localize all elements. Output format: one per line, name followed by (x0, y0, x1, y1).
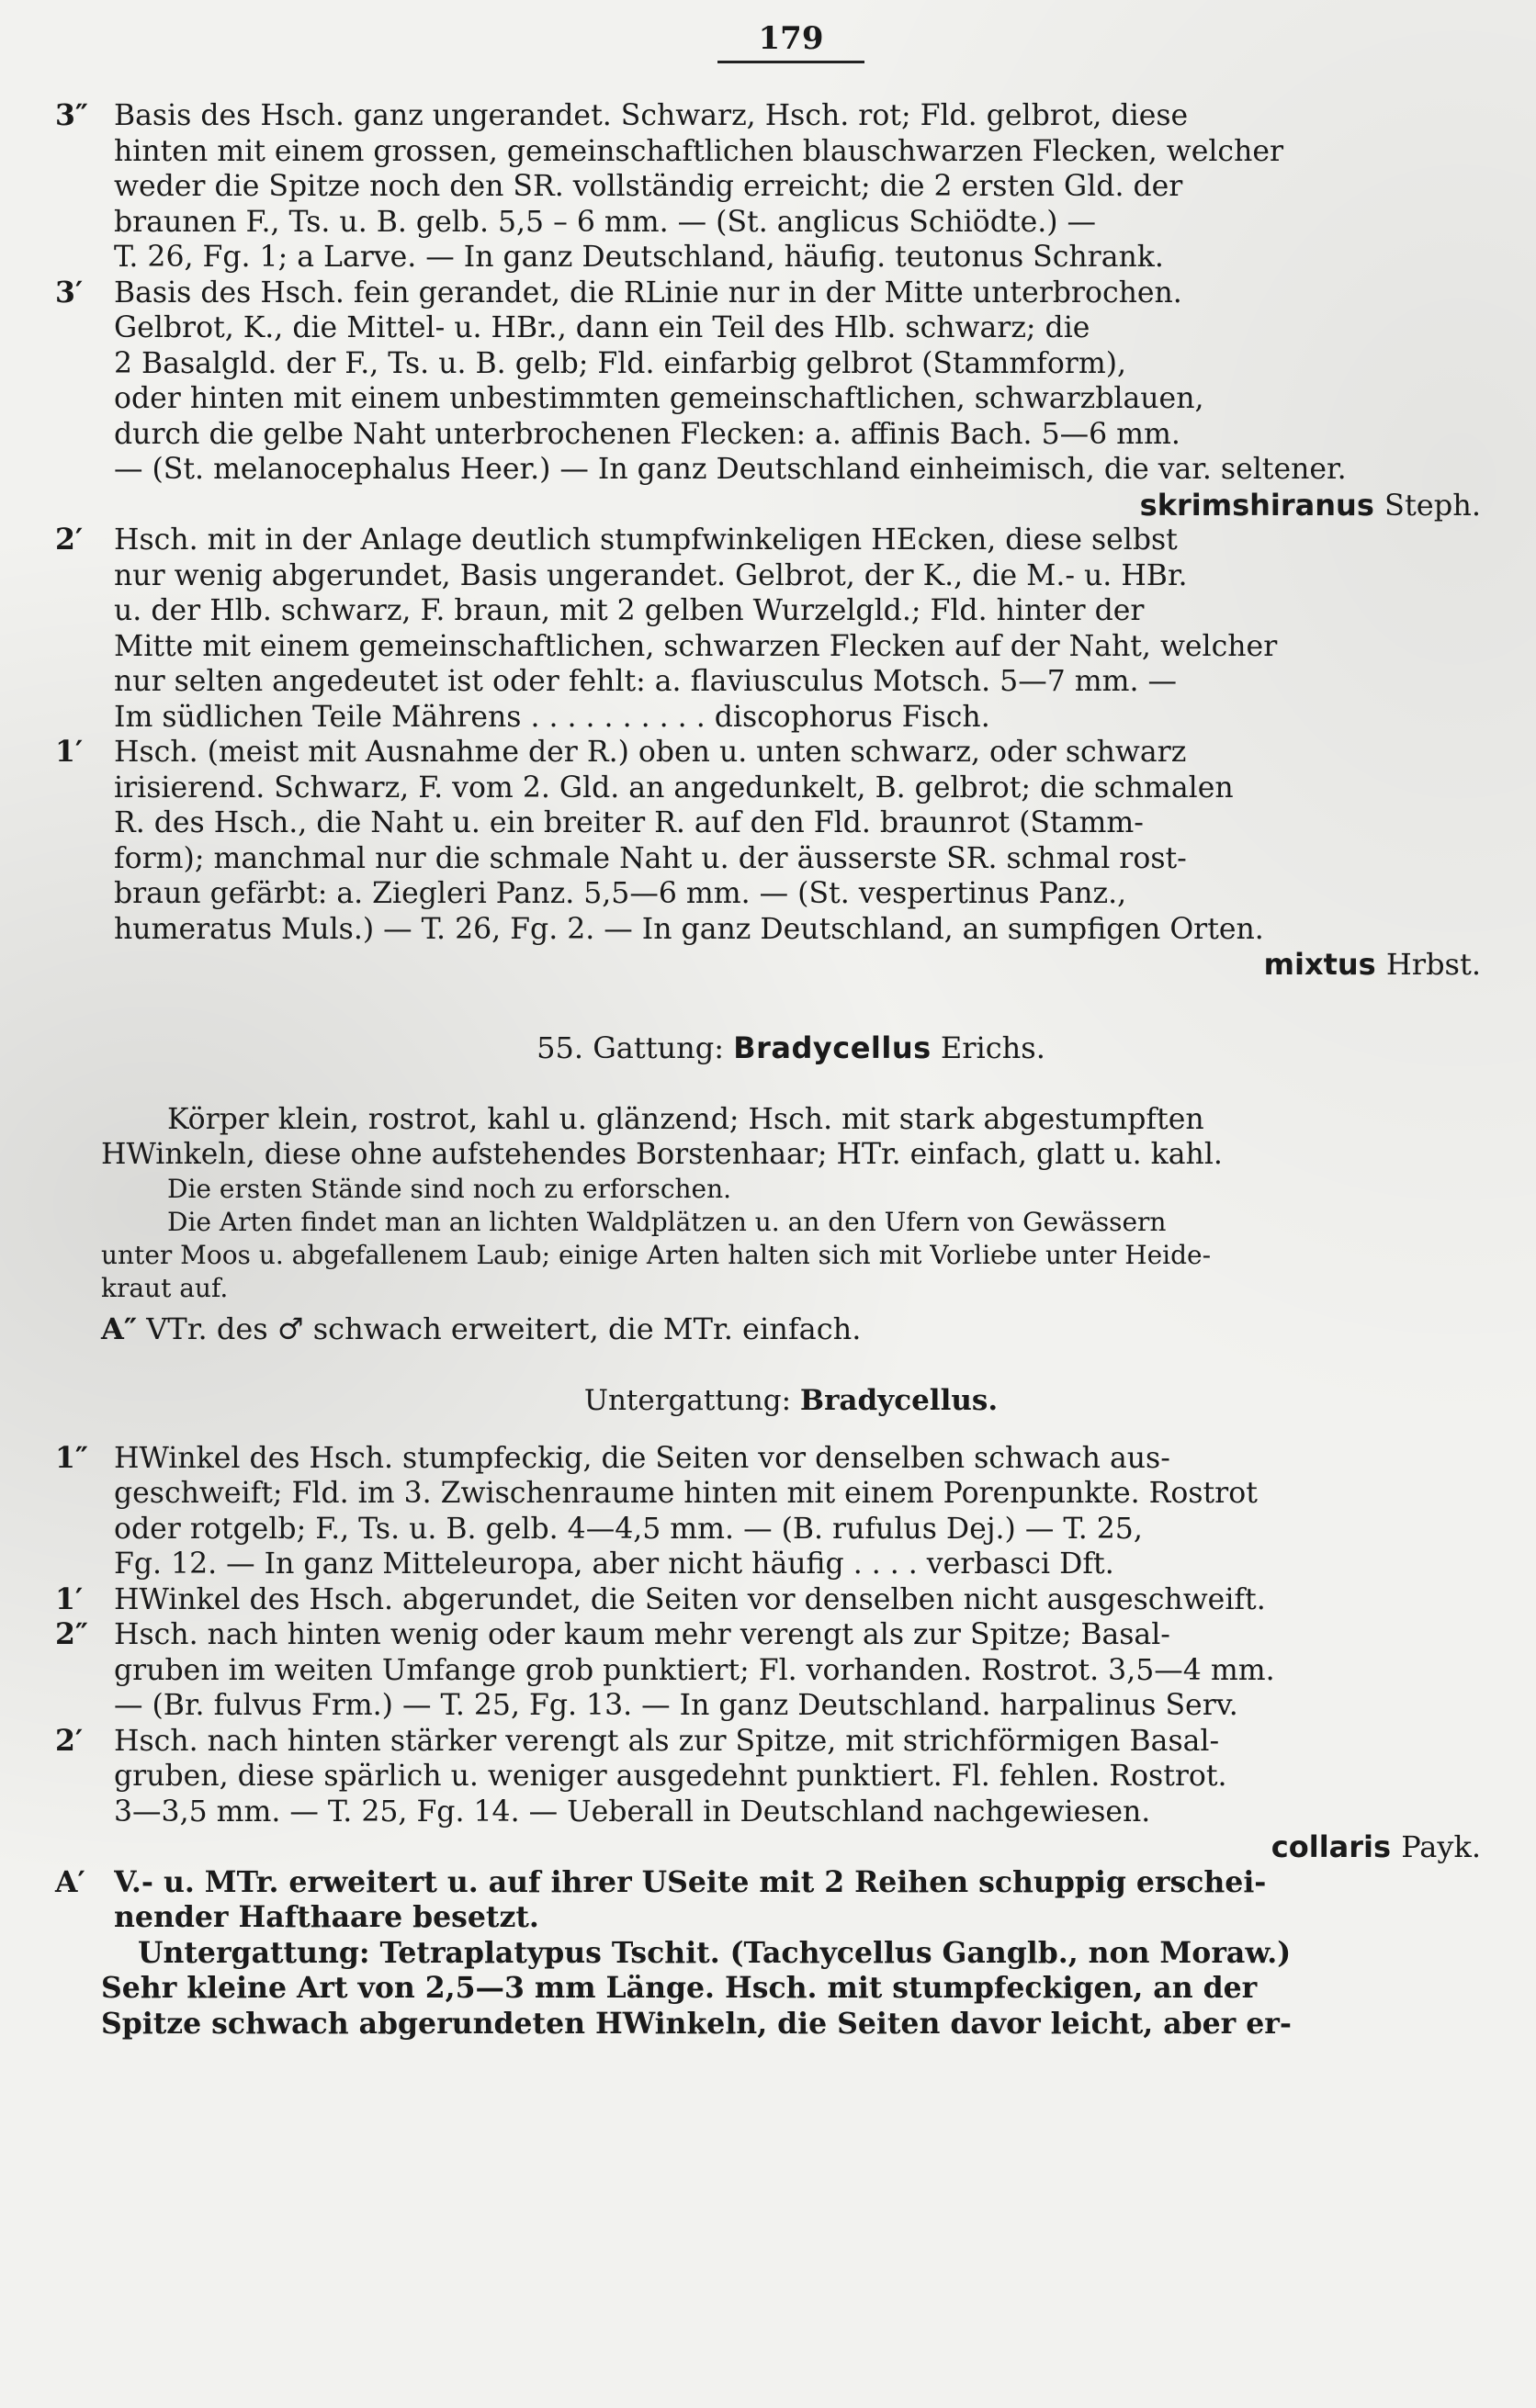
couplet-key: 3′ (55, 275, 84, 309)
text-line: Die ersten Stände sind noch zu erforschen. (167, 1173, 732, 1204)
key-entry-1b (55, 735, 1481, 983)
text-line: form); manchmal nur die schmale Naht u. der äusserste SR. schmal rost- (114, 841, 1187, 875)
page-number: 179 (717, 20, 864, 63)
final-paragraph (101, 1971, 1481, 2042)
text-line: weder die Spitze noch den SR. vollständig erreicht; die 2 ersten Gld. der (114, 170, 1183, 203)
couplet-key: 2′ (55, 1723, 84, 1758)
species-name-line (114, 1829, 1481, 1865)
text-line: Körper klein, rostrot, kahl u. glänzend; Hsch. mit stark abgestumpften (167, 1102, 1204, 1136)
species-author: Hrbst. (1385, 947, 1481, 982)
subgenus-name: Bradycellus. (799, 1383, 999, 1417)
genus-number: 55. Gattung: (536, 1030, 725, 1065)
species-author: Steph. (1384, 487, 1481, 523)
genus-name: Bradycellus (733, 1030, 932, 1065)
key-entry-2b-second (55, 1723, 1481, 1865)
text-line: nender Hafthaare besetzt. (114, 1900, 539, 1934)
text-line: gruben, diese spärlich u. weniger ausgedehnt punktiert. Fl. fehlen. Rostrot. (114, 1760, 1227, 1793)
key-entries-part1 (55, 98, 1481, 983)
section-a-prime (55, 1864, 1481, 1936)
text-line: 2 Basalgld. der F., Ts. u. B. gelb; Fld. einfarbig gelbrot (Stammform), (114, 346, 1127, 380)
text-line: V.- u. MTr. erweitert u. auf ihrer USeite mit 2 Reihen schuppig erschei- (114, 1864, 1267, 1899)
text-line: oder rotgelb; F., Ts. u. B. gelb. 4—4,5 mm. — (B. rufulus Dej.) — T. 25, (114, 1512, 1143, 1546)
couplet-key: 2′ (55, 523, 84, 557)
section-key: A′ (55, 1864, 85, 1899)
text-line: unter Moos u. abgefallenem Laub; einige Arten halten sich mit Vorliebe unter Heide- (101, 1239, 1212, 1270)
text-line: Im südlichen Teile Mährens . . . . . . . . . . discophorus Fisch. (114, 700, 990, 734)
text-line: nur selten angedeutet ist oder fehlt: a. flaviusculus Motsch. 5—7 mm. — (114, 665, 1178, 698)
text-line: 3—3,5 mm. — T. 25, Fg. 14. — Ueberall in Deutschland nachgewiesen. (114, 1795, 1151, 1829)
text-line: gruben im weiten Umfange grob punktiert; Fl. vorhanden. Rostrot. 3,5—4 mm. (114, 1653, 1275, 1687)
text-line: Basis des Hsch. fein gerandet, die RLinie nur in der Mitte unterbrochen. (114, 276, 1182, 309)
text-line: Gelbrot, K., die Mittel- u. HBr., dann ein Teil des Hlb. schwarz; die (114, 311, 1090, 344)
text-line: hinten mit einem grossen, gemeinschaftlichen blauschwarzen Flecken, welcher (114, 134, 1284, 168)
key-entry-3a (55, 98, 1481, 276)
text-line: Hsch. (meist mit Ausnahme der R.) oben u. unten schwarz, oder schwarz (114, 736, 1187, 769)
text-line: durch die gelbe Naht unterbrochenen Flecken: a. affinis Bach. 5—6 mm. (114, 417, 1180, 451)
text-line: Sehr kleine Art von 2,5—3 mm Länge. Hsch. mit stumpfeckigen, an der (101, 1971, 1258, 2005)
text-line: — (St. melanocephalus Heer.) — In ganz Deutschland einheimisch, die var. seltener. (114, 453, 1347, 486)
key-entry-2a (55, 1617, 1481, 1724)
key-entry-3b (55, 275, 1481, 523)
text-line: nur wenig abgerundet, Basis ungerandet. Gelbrot, der K., die M.- u. HBr. (114, 558, 1188, 592)
text-line: Hsch. mit in der Anlage deutlich stumpfwinkeligen HEcken, diese selbst (114, 523, 1178, 557)
species-name: skrimshiranus (1139, 487, 1374, 523)
couplet-key: 3″ (55, 98, 88, 132)
text-line: — (Br. fulvus Frm.) — T. 25, Fg. 13. — In ganz Deutschland. harpalinus Serv. (114, 1689, 1238, 1722)
key-entry-2b (55, 523, 1481, 735)
section-key: A″ (101, 1311, 138, 1346)
subgenus-text: Untergattung: Tetraplatypus Tschit. (Tachycellus Ganglb., non Moraw.) (138, 1935, 1292, 1970)
text-line: Basis des Hsch. ganz ungerandet. Schwarz, Hsch. rot; Fld. gelbrot, diese (114, 99, 1189, 132)
couplet-key: 2″ (55, 1617, 88, 1651)
text-line: HWinkeln, diese ohne aufstehendes Borstenhaar; HTr. einfach, glatt u. kahl. (101, 1138, 1223, 1171)
text-line: T. 26, Fg. 1; a Larve. — In ganz Deutschland, häufig. teutonus Schrank. (114, 241, 1164, 274)
subgenus-heading-tetraplatypus (101, 1936, 1481, 1972)
text-line: oder hinten mit einem unbestimmten gemeinschaftlichen, schwarzblauen, (114, 382, 1204, 415)
genus-description (101, 1102, 1481, 1173)
text-line: humeratus Muls.) — T. 26, Fg. 2. — In ganz Deutschland, an sumpfigen Orten. (114, 912, 1264, 946)
text-line: R. des Hsch., die Naht u. ein breiter R. auf den Fld. braunrot (Stamm- (114, 806, 1144, 839)
text-line: u. der Hlb. schwarz, F. braun, mit 2 gelben Wurzelgld.; Fld. hinter der (114, 594, 1145, 627)
couplet-key: 1′ (55, 735, 84, 769)
genus-notes (101, 1173, 1481, 1305)
subgenus-label: Untergattung: (583, 1383, 792, 1417)
text-line: irisierend. Schwarz, F. vom 2. Gld. an angedunkelt, B. gelbrot; die schmalen (114, 771, 1234, 805)
text-line: Hsch. nach hinten stärker verengt als zur Spitze, mit strichförmigen Basal- (114, 1724, 1220, 1758)
text-line: HWinkel des Hsch. stumpfeckig, die Seiten vor denselben schwach aus- (114, 1441, 1170, 1475)
key-entries-part2 (55, 1440, 1481, 1865)
text-line: Fg. 12. — In ganz Mitteleuropa, aber nicht häufig . . . . verbasci Dft. (114, 1547, 1114, 1581)
species-author: Payk. (1401, 1829, 1481, 1864)
text-line: HWinkel des Hsch. abgerundet, die Seiten vor denselben nicht ausgeschweift. (114, 1582, 1266, 1616)
section-text: VTr. des ♂ schwach erweitert, die MTr. einfach. (146, 1311, 862, 1346)
species-name-line (114, 947, 1481, 983)
text-line: geschweift; Fld. im 3. Zwischenraume hinten mit einem Porenpunkte. Rostrot (114, 1477, 1258, 1510)
couplet-key: 1″ (55, 1440, 88, 1475)
genus-author: Erichs. (940, 1030, 1045, 1065)
text-line: Spitze schwach abgerundeten HWinkeln, die Seiten davor leicht, aber er- (101, 2006, 1292, 2041)
text-line: Hsch. nach hinten wenig oder kaum mehr verengt als zur Spitze; Basal- (114, 1618, 1170, 1651)
species-name: collaris (1271, 1829, 1392, 1864)
genus-heading (101, 1030, 1481, 1065)
text-line: braunen F., Ts. u. B. gelb. 5,5 – 6 mm. — (St. anglicus Schiödte.) — (114, 205, 1097, 239)
section-a-double-prime (101, 1311, 1481, 1347)
text-line: braun gefärbt: a. Ziegleri Panz. 5,5—6 mm. — (St. vespertinus Panz., (114, 877, 1127, 910)
key-entry-1b-second (55, 1581, 1481, 1618)
text-line: Die Arten findet man an lichten Waldplätzen u. an den Ufern von Gewässern (167, 1206, 1167, 1237)
species-name: mixtus (1263, 947, 1376, 982)
text-line: Mitte mit einem gemeinschaftlichen, schwarzen Flecken auf der Naht, welcher (114, 629, 1278, 663)
text-line: kraut auf. (101, 1272, 229, 1303)
subgenus-heading-bradycellus (101, 1384, 1481, 1417)
species-name-line (114, 488, 1481, 523)
couplet-key: 1′ (55, 1581, 84, 1616)
key-entry-1a (55, 1440, 1481, 1582)
